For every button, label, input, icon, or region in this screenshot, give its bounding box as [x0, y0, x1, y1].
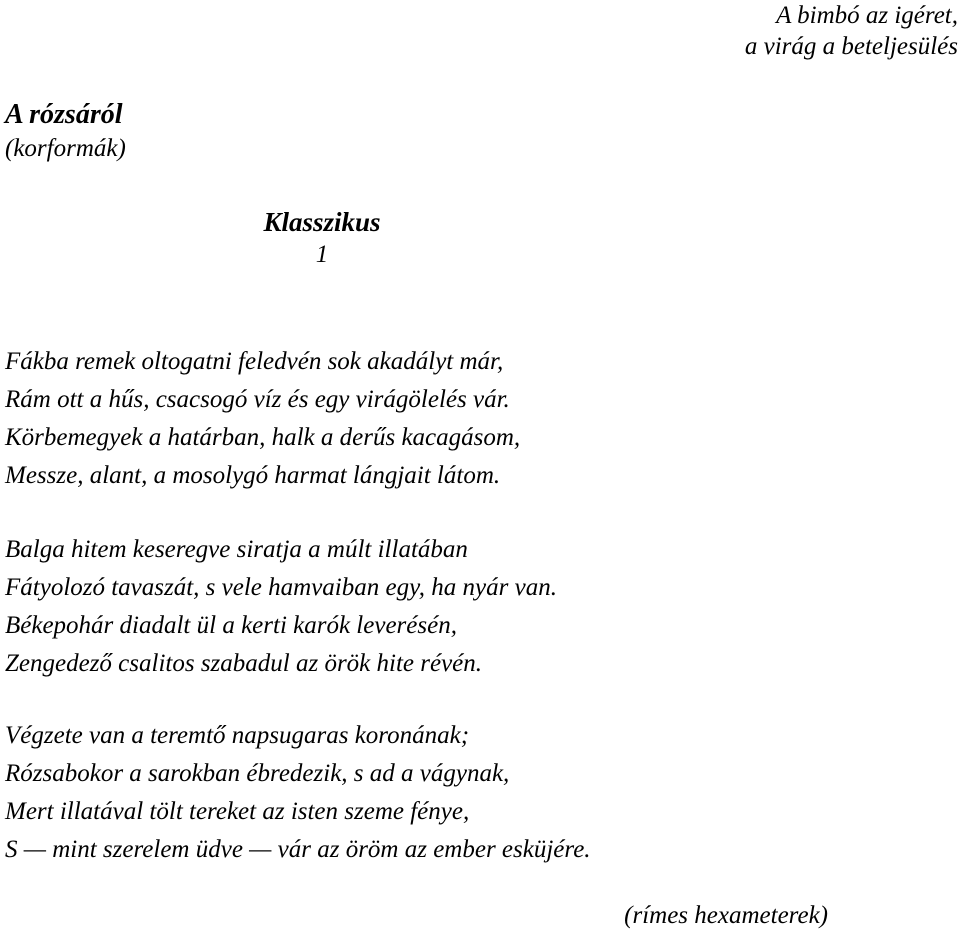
poem-title: A rózsáról — [5, 99, 123, 130]
section-heading: Klasszikus — [263, 207, 381, 237]
verse-line: Fákba remek oltogatni feledvén sok akadályt már, — [5, 348, 504, 375]
verse-line: Rózsabokor a sarokban ébredezik, s ad a vágynak, — [5, 760, 510, 787]
verse-line: Mert illatával tölt tereket az isten szeme fénye, — [5, 798, 470, 825]
section-number: 1 — [315, 241, 329, 268]
stanza — [5, 531, 557, 683]
epigraph — [658, 0, 958, 62]
verse-line: Zengedező csalitos szabadul az örök hite révén. — [5, 650, 483, 677]
epigraph-line: A bimbó az igéret, — [776, 2, 958, 29]
stanza — [5, 717, 591, 869]
epigraph-line: a virág a beteljesülés — [744, 33, 958, 60]
verse-line: Végzete van a teremtő napsugaras koronának; — [5, 722, 470, 749]
verse-line: S — mint szerelem üdve — vár az öröm az ember esküjére. — [5, 836, 591, 863]
verse-line: Balga hitem keseregve siratja a múlt illatában — [5, 536, 468, 563]
verse-line: Fátyolozó tavaszát, s vele hamvaiban egy, ha nyár van. — [5, 574, 557, 601]
stanza — [5, 343, 520, 495]
verse-line: Rám ott a hűs, csacsogó víz és egy virágölelés vár. — [5, 386, 510, 413]
verse-line: Messze, alant, a mosolygó harmat lángjait látom. — [5, 462, 501, 489]
verse-line: Körbemegyek a határban, halk a derűs kacagásom, — [5, 424, 521, 451]
verse-line: Békepohár diadalt ül a kerti karók leverésén, — [5, 612, 457, 639]
footer-note: (rímes hexameterek) — [624, 902, 828, 929]
poem-subtitle: (korformák) — [5, 135, 126, 162]
